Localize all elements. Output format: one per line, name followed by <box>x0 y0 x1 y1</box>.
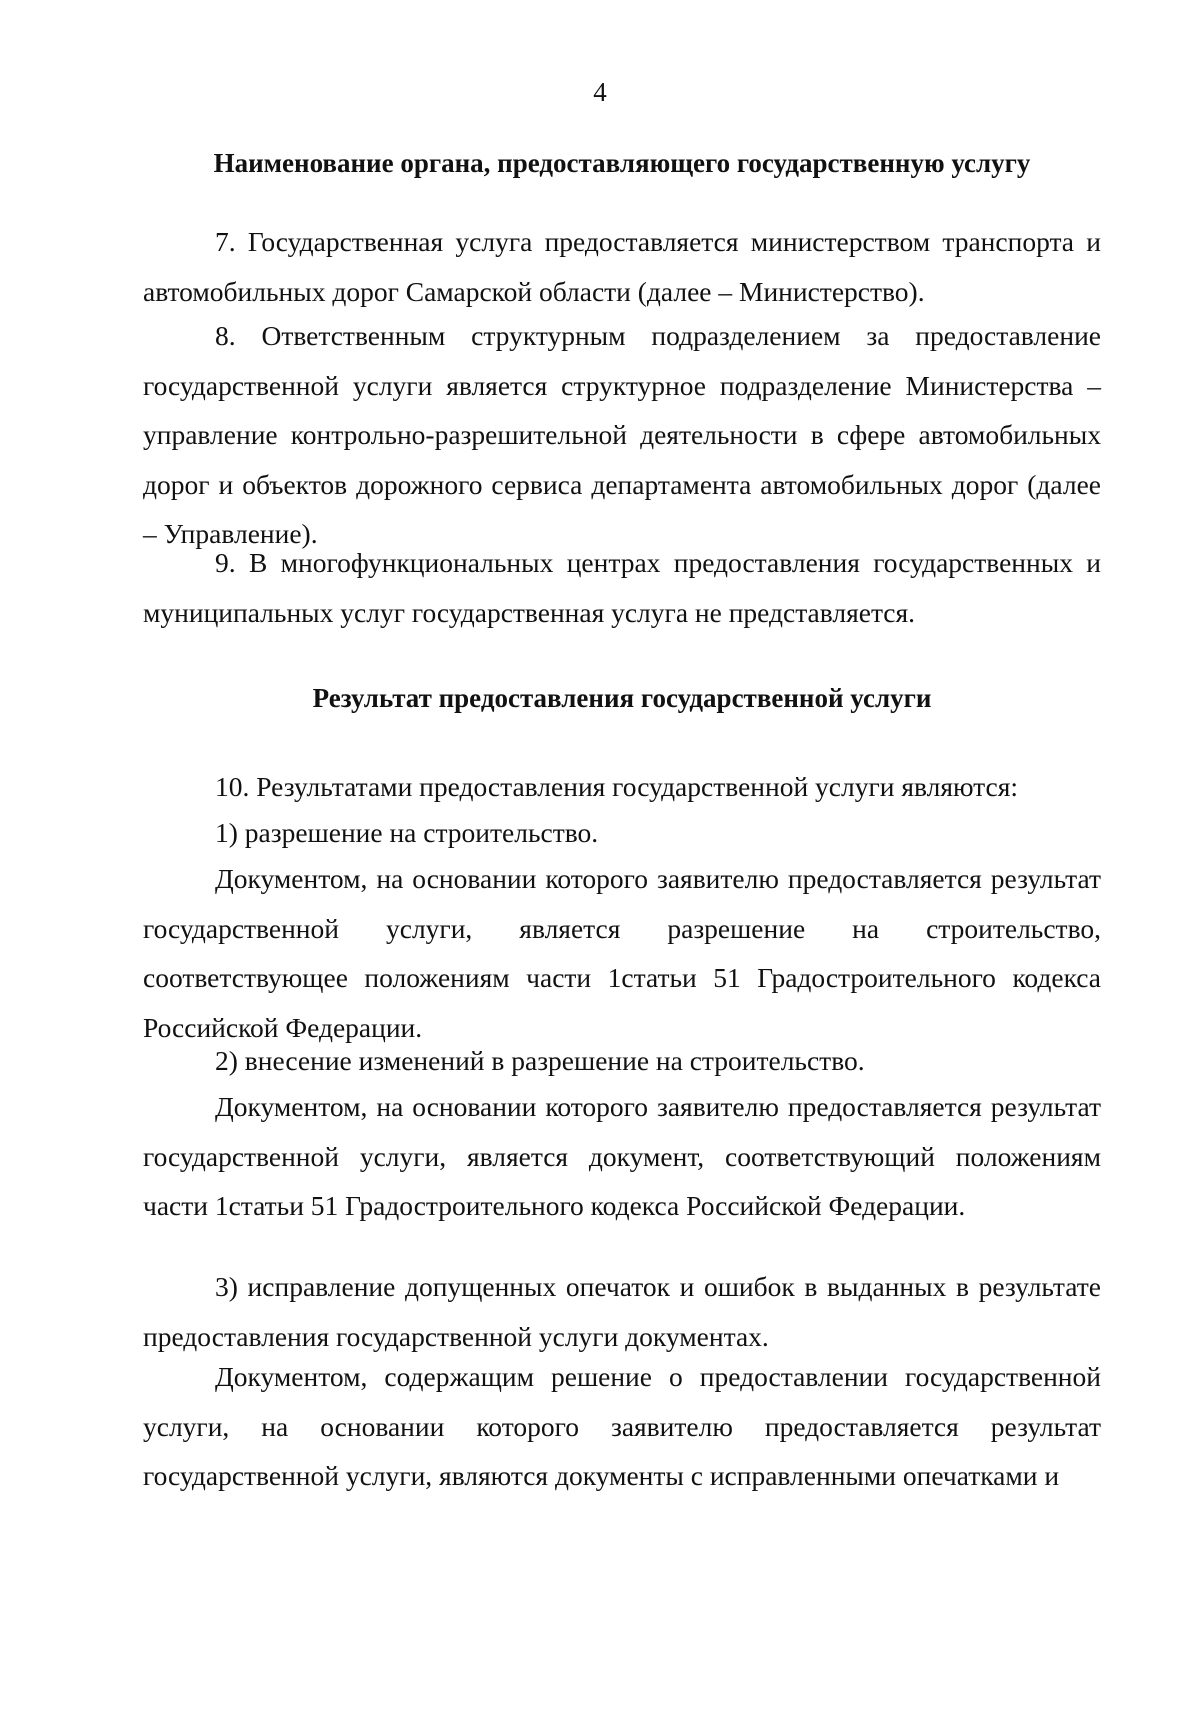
result-item-3-document: Документом, содержащим решение о предоставлении государственной услуги, на основании которого заявителю предоставляется результат государственной услуги, являются документы с исправленными опечатками и <box>143 1361 1101 1491</box>
paragraph-10: 10. Результатами предоставления государственной услуги являются: <box>215 771 1019 802</box>
result-item-1: 1) разрешение на строительство. <box>215 817 599 848</box>
result-item-2-document: Документом, на основании которого заявителю предоставляется результат государственной услуги, является документ, соответствующий положениям части 1статьи 51 Градостроительного кодекса Российской Федерации. <box>143 1091 1101 1221</box>
paragraph-9: 9. В многофункциональных центрах предоставления государственных и муниципальных услуг государственная услуга не представляется. <box>143 547 1101 628</box>
section-heading-authority: Наименование органа, предоставляющего государственную услугу <box>213 148 1031 178</box>
paragraph-7: 7. Государственная услуга предоставляется министерством транспорта и автомобильных дорог Самарской области (далее – Министерство). <box>143 226 1101 307</box>
result-item-1-document: Документом, на основании которого заявителю предоставляется результат государственной услуги, является разрешение на строительство, соответствующее положениям части 1статьи 51 Градостроительного кодекса Российской Федерации. <box>143 863 1101 1043</box>
paragraph-8: 8. Ответственным структурным подразделением за предоставление государственной услуги является структурное подразделение Министерства – управление контрольно-разрешительной деятельности в сфере автомобильных дорог и объектов дорожного сервиса департамента автомобильных дорог (далее – Управление). <box>143 320 1101 549</box>
result-item-2: 2) внесение изменений в разрешение на строительство. <box>215 1045 865 1076</box>
section-heading-result: Результат предоставления государственной услуги <box>312 683 932 713</box>
result-item-3: 3) исправление допущенных опечаток и ошибок в выданных в результате предоставления государственной услуги документах. <box>143 1271 1101 1352</box>
page-number: 4 <box>593 77 607 107</box>
